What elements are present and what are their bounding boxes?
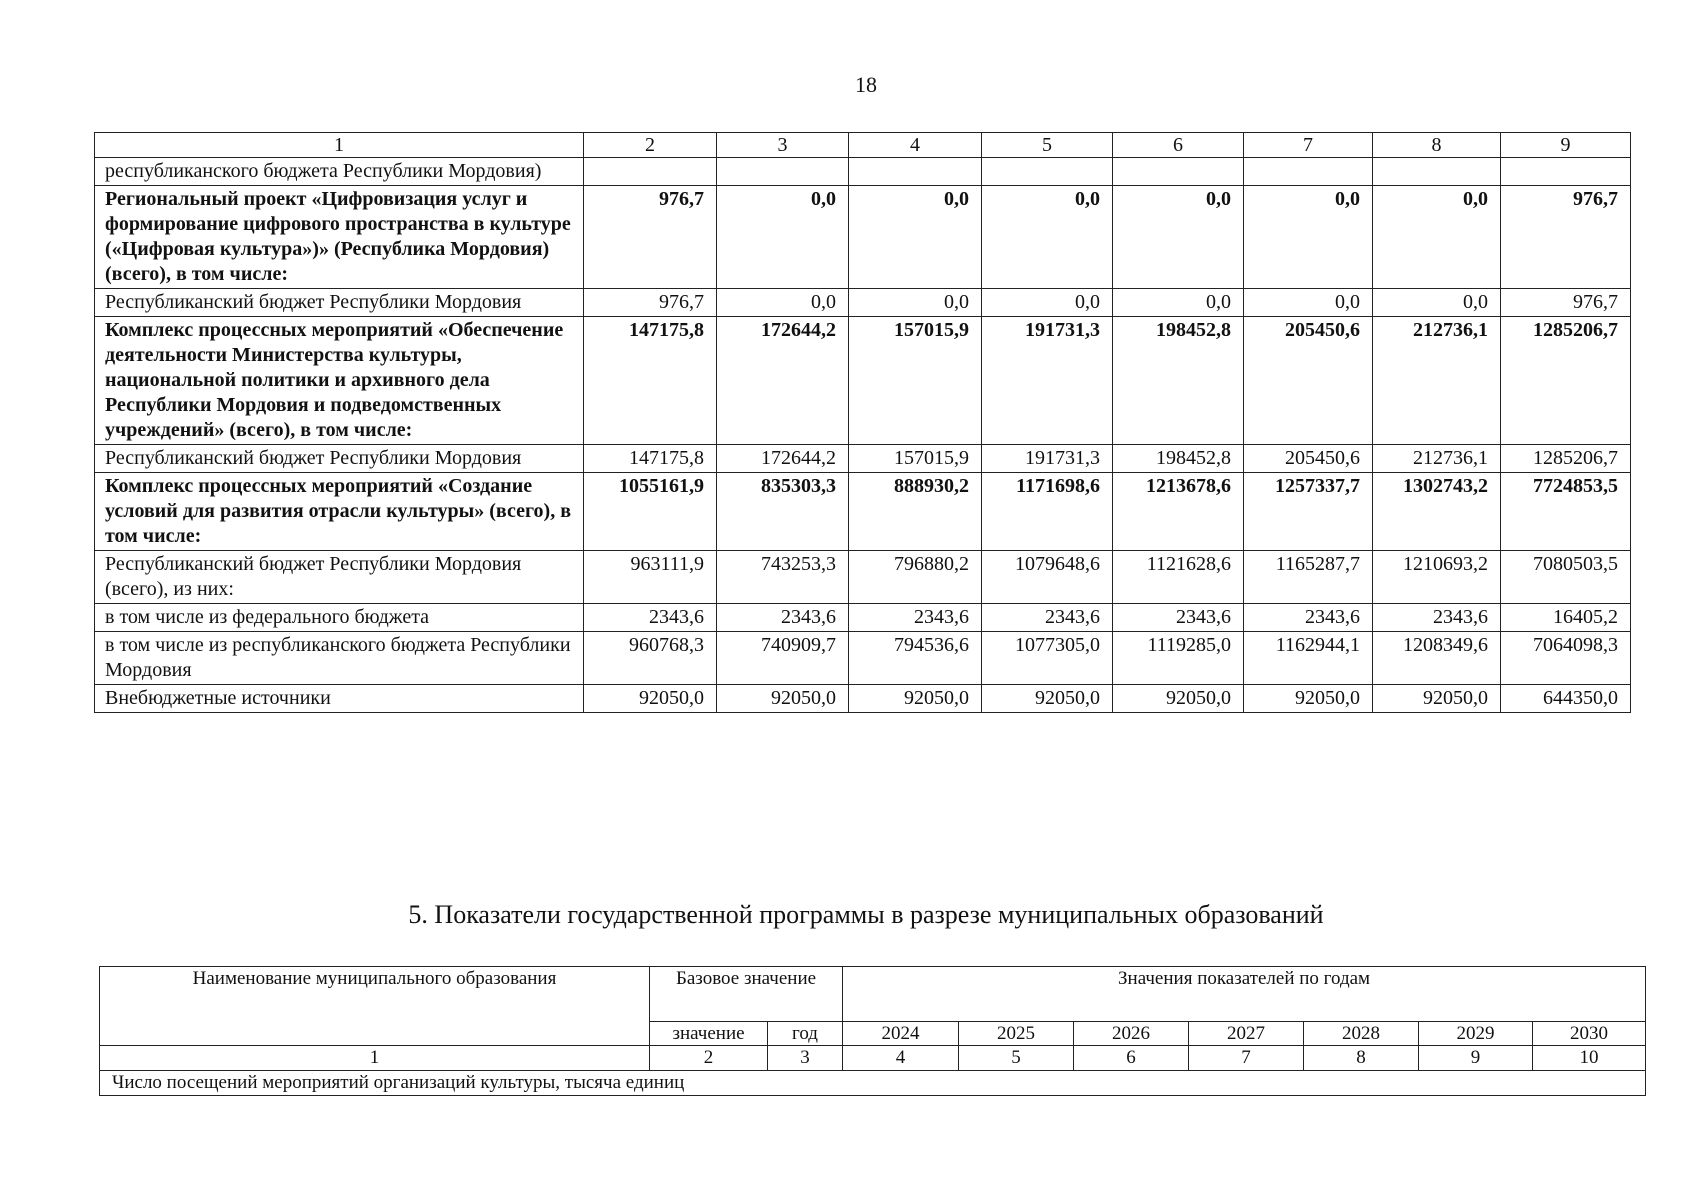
row-label: Региональный проект «Цифровизация услуг и формирование цифрового пространства в культуре («Цифровая культура»)» (Республика Мордовия) (всего), в том числе:: [95, 186, 584, 289]
value-cell: 7724853,5: [1501, 473, 1631, 551]
year-header: 2024: [843, 1022, 959, 1046]
value-cell: 2343,6: [717, 604, 849, 632]
table-row: [95, 186, 1631, 289]
value-cell: 172644,2: [717, 317, 849, 445]
value-cell: [717, 158, 849, 186]
value-cell: 0,0: [717, 186, 849, 289]
column-number: 1: [100, 1046, 650, 1071]
value-cell: 205450,6: [1244, 445, 1373, 473]
value-cell: 644350,0: [1501, 685, 1631, 713]
value-cell: 92050,0: [982, 685, 1113, 713]
value-cell: 0,0: [982, 289, 1113, 317]
row-label: в том числе из федерального бюджета: [95, 604, 584, 632]
column-number: 5: [959, 1046, 1074, 1071]
value-cell: 212736,1: [1373, 317, 1501, 445]
value-cell: 0,0: [1244, 289, 1373, 317]
column-number: 5: [982, 133, 1113, 158]
value-cell: 92050,0: [1373, 685, 1501, 713]
value-cell: 198452,8: [1113, 317, 1244, 445]
value-cell: 157015,9: [849, 445, 982, 473]
indicator-row: [100, 1071, 1646, 1096]
value-cell: 147175,8: [584, 445, 717, 473]
value-cell: [1244, 158, 1373, 186]
page-number: 18: [855, 72, 877, 97]
header-row: [100, 967, 1646, 1022]
value-cell: 172644,2: [717, 445, 849, 473]
value-cell: 7080503,5: [1501, 551, 1631, 604]
table-row: [95, 445, 1631, 473]
indicators-table: [99, 966, 1646, 1096]
row-label: Республиканский бюджет Республики Мордовия (всего), из них:: [95, 551, 584, 604]
table-row: [95, 473, 1631, 551]
value-cell: 0,0: [849, 186, 982, 289]
value-cell: 191731,3: [982, 445, 1113, 473]
value-cell: 1208349,6: [1373, 632, 1501, 685]
value-cell: 212736,1: [1373, 445, 1501, 473]
row-label: республиканского бюджета Республики Мордовия): [95, 158, 584, 186]
column-number: 9: [1501, 133, 1631, 158]
column-number: 10: [1533, 1046, 1646, 1071]
value-cell: 16405,2: [1501, 604, 1631, 632]
year-header: 2025: [959, 1022, 1074, 1046]
column-number: 2: [584, 133, 717, 158]
value-cell: 205450,6: [1244, 317, 1373, 445]
municipality-name-header: Наименование муниципального образования: [100, 967, 650, 1046]
value-cell: 1055161,9: [584, 473, 717, 551]
value-cell: 888930,2: [849, 473, 982, 551]
financing-table-body: [95, 158, 1631, 713]
value-cell: 0,0: [1373, 289, 1501, 317]
value-cell: 1079648,6: [982, 551, 1113, 604]
table-row: [95, 289, 1631, 317]
base-value-subheader: значение: [650, 1022, 768, 1046]
row-label: Комплекс процессных мероприятий «Создание условий для развития отрасли культуры» (всего), в том числе:: [95, 473, 584, 551]
value-cell: 1285206,7: [1501, 317, 1631, 445]
value-cell: 0,0: [982, 186, 1113, 289]
value-cell: 743253,3: [717, 551, 849, 604]
column-number: 7: [1189, 1046, 1304, 1071]
value-cell: 1165287,7: [1244, 551, 1373, 604]
row-label: Комплекс процессных мероприятий «Обеспечение деятельности Министерства культуры, национальной политики и архивного дела Республики Мордовия и подведомственных учреждений» (всего), в том числе:: [95, 317, 584, 445]
value-cell: 794536,6: [849, 632, 982, 685]
value-cell: 2343,6: [1244, 604, 1373, 632]
column-number: 6: [1074, 1046, 1189, 1071]
year-header: 2029: [1419, 1022, 1533, 1046]
value-cell: 0,0: [1244, 186, 1373, 289]
value-cell: 963111,9: [584, 551, 717, 604]
year-header: 2028: [1304, 1022, 1419, 1046]
column-number: 8: [1304, 1046, 1419, 1071]
value-cell: 976,7: [584, 289, 717, 317]
column-number-row: [100, 1046, 1646, 1071]
indicator-name: Число посещений мероприятий организаций культуры, тысяча единиц: [100, 1071, 1646, 1096]
section-title: 5. Показатели государственной программы в разрезе муниципальных образований: [408, 900, 1324, 929]
column-number: 9: [1419, 1046, 1533, 1071]
value-cell: 976,7: [584, 186, 717, 289]
table-row: [95, 551, 1631, 604]
value-cell: 92050,0: [584, 685, 717, 713]
row-label: Внебюджетные источники: [95, 685, 584, 713]
value-cell: 1213678,6: [1113, 473, 1244, 551]
value-cell: [1373, 158, 1501, 186]
column-number: 2: [650, 1046, 768, 1071]
value-cell: 198452,8: [1113, 445, 1244, 473]
column-number: 1: [95, 133, 584, 158]
value-cell: 1257337,7: [1244, 473, 1373, 551]
value-cell: [982, 158, 1113, 186]
base-year-subheader: год: [768, 1022, 843, 1046]
value-cell: 0,0: [717, 289, 849, 317]
column-number: 3: [717, 133, 849, 158]
table-row: [95, 158, 1631, 186]
value-cell: 1077305,0: [982, 632, 1113, 685]
value-cell: 92050,0: [1113, 685, 1244, 713]
value-cell: 157015,9: [849, 317, 982, 445]
value-cell: 147175,8: [584, 317, 717, 445]
row-label: в том числе из республиканского бюджета Республики Мордовия: [95, 632, 584, 685]
value-cell: 92050,0: [1244, 685, 1373, 713]
column-number: 3: [768, 1046, 843, 1071]
value-cell: 1121628,6: [1113, 551, 1244, 604]
year-header: 2030: [1533, 1022, 1646, 1046]
value-cell: 740909,7: [717, 632, 849, 685]
table-row: [95, 604, 1631, 632]
value-cell: 2343,6: [982, 604, 1113, 632]
value-cell: 92050,0: [849, 685, 982, 713]
value-cell: 1119285,0: [1113, 632, 1244, 685]
value-cell: 1171698,6: [982, 473, 1113, 551]
value-cell: 976,7: [1501, 289, 1631, 317]
value-cell: 92050,0: [717, 685, 849, 713]
value-cell: 7064098,3: [1501, 632, 1631, 685]
value-cell: 2343,6: [1113, 604, 1244, 632]
value-cell: 0,0: [849, 289, 982, 317]
value-cell: 2343,6: [1373, 604, 1501, 632]
column-number: 4: [849, 133, 982, 158]
value-cell: 835303,3: [717, 473, 849, 551]
value-cell: 2343,6: [584, 604, 717, 632]
value-cell: [584, 158, 717, 186]
value-cell: 960768,3: [584, 632, 717, 685]
value-cell: 1162944,1: [1244, 632, 1373, 685]
value-cell: 0,0: [1113, 186, 1244, 289]
column-number: 4: [843, 1046, 959, 1071]
column-number: 7: [1244, 133, 1373, 158]
column-number: 6: [1113, 133, 1244, 158]
financing-table: [94, 132, 1631, 713]
table-row: [95, 632, 1631, 685]
base-value-header: Базовое значение: [650, 967, 843, 1022]
value-cell: 1285206,7: [1501, 445, 1631, 473]
column-number-row: [95, 133, 1631, 158]
year-header: 2027: [1189, 1022, 1304, 1046]
row-label: Республиканский бюджет Республики Мордовия: [95, 445, 584, 473]
value-cell: 976,7: [1501, 186, 1631, 289]
value-cell: 2343,6: [849, 604, 982, 632]
value-cell: 0,0: [1373, 186, 1501, 289]
value-cell: 0,0: [1113, 289, 1244, 317]
value-cell: [849, 158, 982, 186]
table-row: [95, 685, 1631, 713]
table-row: [95, 317, 1631, 445]
year-header: 2026: [1074, 1022, 1189, 1046]
row-label: Республиканский бюджет Республики Мордовия: [95, 289, 584, 317]
column-number: 8: [1373, 133, 1501, 158]
yearly-values-header: Значения показателей по годам: [843, 967, 1646, 1022]
value-cell: 796880,2: [849, 551, 982, 604]
value-cell: 1302743,2: [1373, 473, 1501, 551]
value-cell: [1113, 158, 1244, 186]
value-cell: 191731,3: [982, 317, 1113, 445]
value-cell: [1501, 158, 1631, 186]
value-cell: 1210693,2: [1373, 551, 1501, 604]
